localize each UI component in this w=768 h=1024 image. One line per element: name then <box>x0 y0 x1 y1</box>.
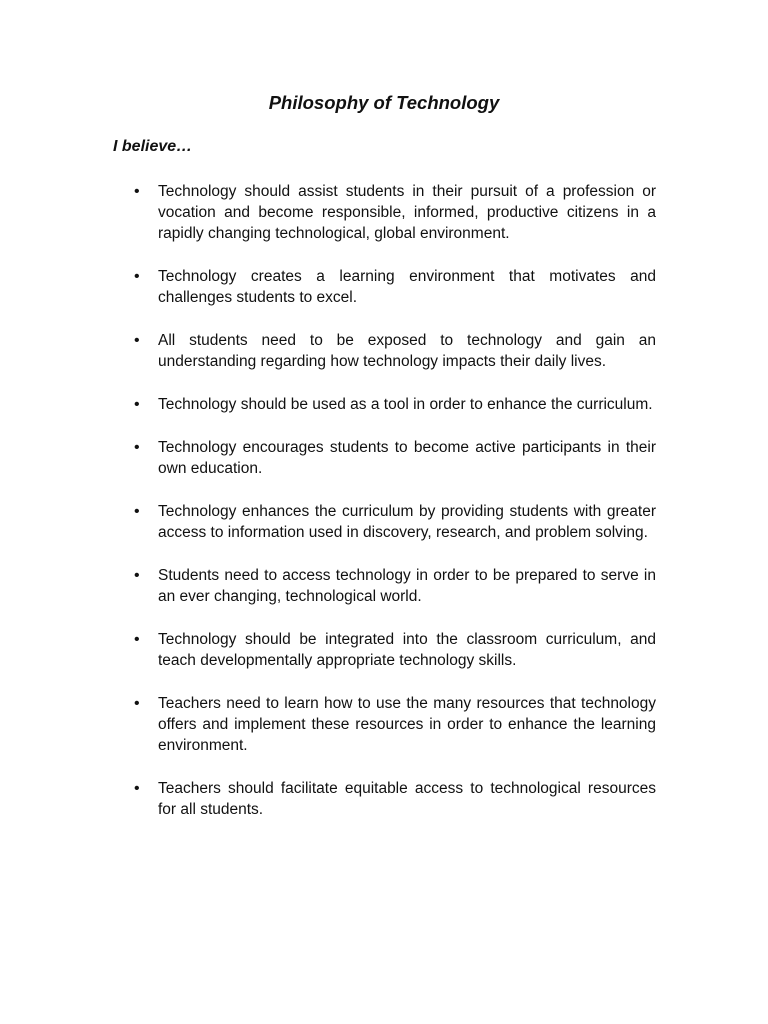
belief-text: Technology enhances the curriculum by providing students with greater access to information used in discovery, research, and problem solving. <box>158 503 656 541</box>
bullet-icon: • <box>134 780 140 797</box>
page-title: Philosophy of Technology <box>268 92 500 113</box>
belief-text: All students need to be exposed to technology and gain an understanding regarding how technology impacts their daily lives. <box>158 332 656 370</box>
list-item <box>130 778 656 820</box>
bullet-icon: • <box>134 439 140 456</box>
belief-text: Teachers need to learn how to use the many resources that technology offers and implement these resources in order to enhance the learning environment. <box>158 695 656 754</box>
bullet-icon: • <box>134 183 140 200</box>
bullet-icon: • <box>134 567 140 584</box>
belief-text: Technology creates a learning environment that motivates and challenges students to excel. <box>158 268 656 306</box>
list-item <box>130 693 656 756</box>
bullet-icon: • <box>134 332 140 349</box>
list-item <box>130 437 656 479</box>
list-item <box>130 629 656 671</box>
list-item <box>130 266 656 308</box>
belief-text: Technology should assist students in their pursuit of a profession or vocation and become responsible, informed, productive citizens in a rapidly changing technological, global environment. <box>158 183 656 242</box>
belief-text: Technology should be integrated into the classroom curriculum, and teach developmentally appropriate technology skills. <box>158 631 656 669</box>
belief-list <box>130 181 656 842</box>
list-item <box>130 394 656 415</box>
belief-text: Technology should be used as a tool in order to enhance the curriculum. <box>158 396 653 413</box>
list-item <box>130 565 656 607</box>
bullet-icon: • <box>134 268 140 285</box>
belief-text: Students need to access technology in order to be prepared to serve in an ever changing, technological world. <box>158 567 656 605</box>
intro-heading: I believe… <box>113 138 193 155</box>
bullet-icon: • <box>134 631 140 648</box>
list-item <box>130 181 656 244</box>
bullet-icon: • <box>134 503 140 520</box>
bullet-icon: • <box>134 695 140 712</box>
bullet-icon: • <box>134 396 140 413</box>
list-item <box>130 501 656 543</box>
belief-text: Teachers should facilitate equitable access to technological resources for all students. <box>158 780 656 818</box>
belief-text: Technology encourages students to become active participants in their own education. <box>158 439 656 477</box>
list-item <box>130 330 656 372</box>
